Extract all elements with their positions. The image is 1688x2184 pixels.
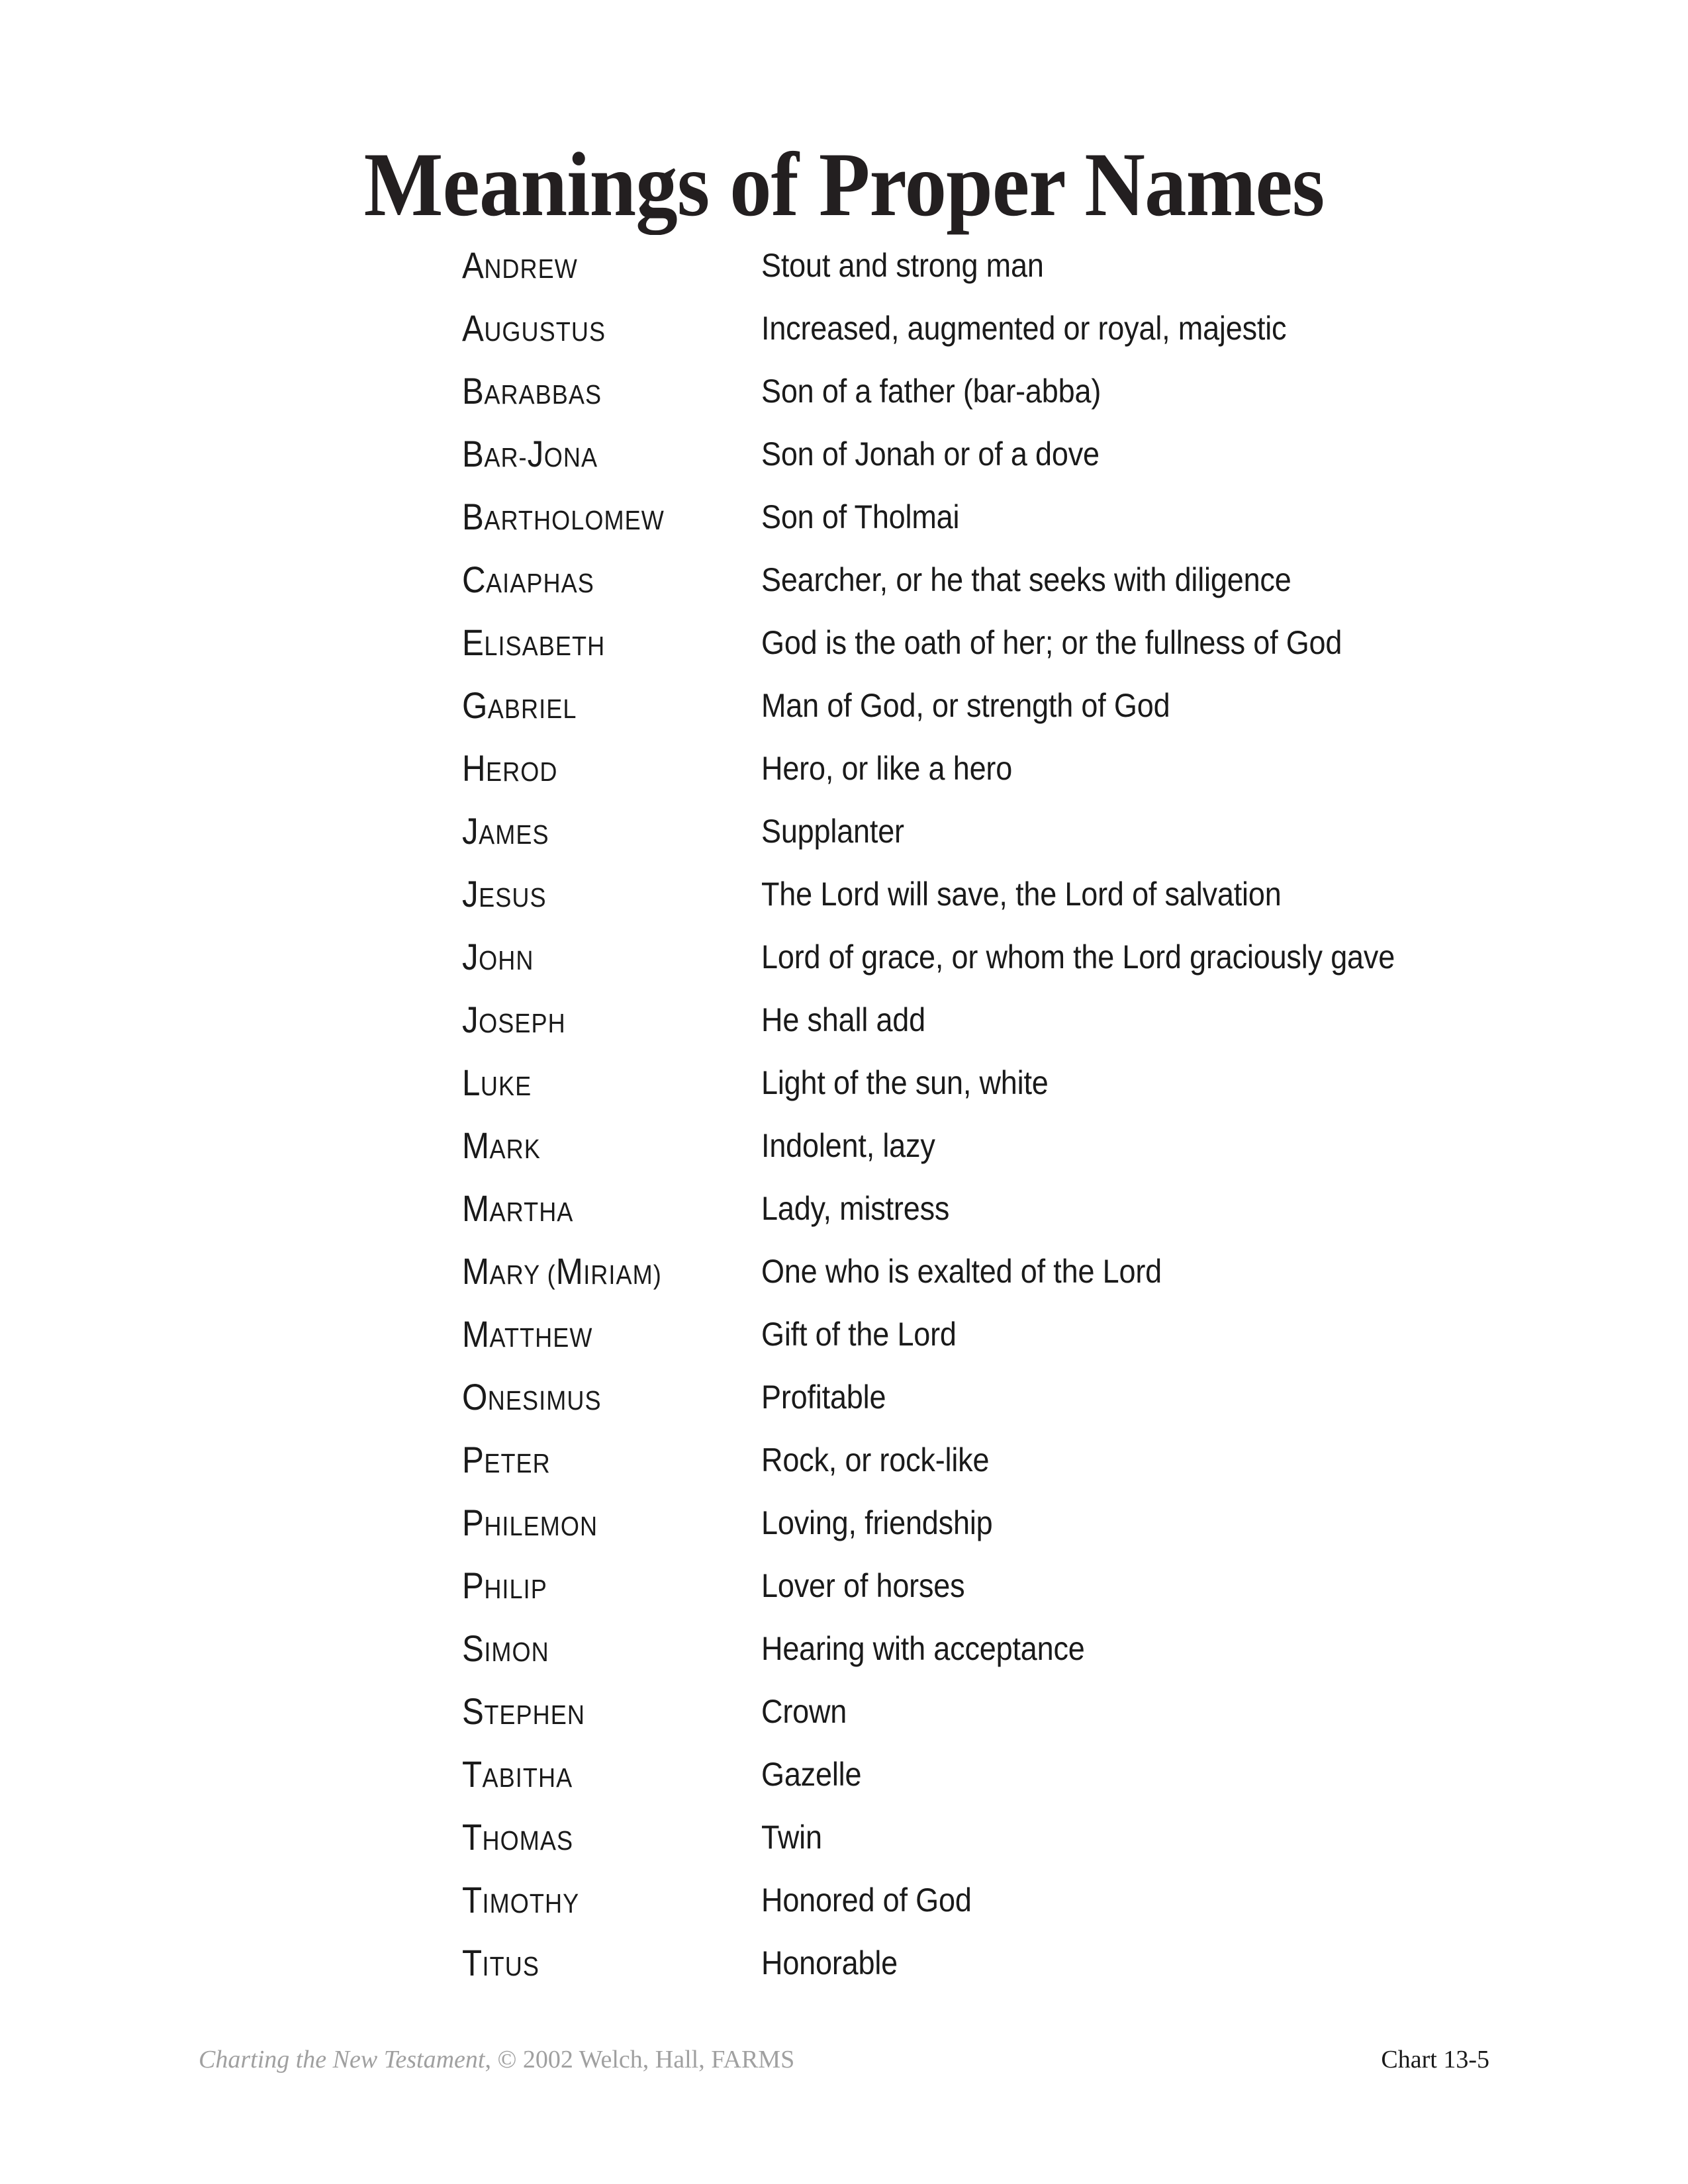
name-entry-row [462, 809, 1574, 872]
name-entry-row [462, 1312, 1574, 1375]
proper-name: GABRIEL [462, 684, 577, 726]
proper-name: JOSEPH [462, 999, 566, 1040]
proper-name: HEROD [462, 747, 558, 789]
proper-name: MARTHA [462, 1187, 574, 1229]
name-entry-row [462, 1375, 1574, 1438]
name-meaning: Rock, or rock-like [761, 1441, 990, 1479]
name-entry-row [462, 1061, 1574, 1124]
name-meaning: Supplanter [761, 813, 904, 850]
proper-name: MARY (MIRIAM) [462, 1250, 662, 1292]
name-entry-row [462, 1878, 1574, 1941]
proper-name: CAIAPHAS [462, 559, 594, 600]
proper-name: AUGUSTUS [462, 307, 606, 349]
proper-name: PHILEMON [462, 1502, 598, 1543]
name-meaning: The Lord will save, the Lord of salvation [761, 876, 1282, 913]
name-meaning: One who is exalted of the Lord [761, 1253, 1162, 1290]
proper-name: TIMOTHY [462, 1879, 580, 1921]
name-entry-row [462, 369, 1574, 432]
name-meaning: Increased, augmented or royal, majestic [761, 310, 1287, 347]
name-entry-row [462, 1501, 1574, 1564]
name-entry-row [462, 1438, 1574, 1501]
proper-name: MARK [462, 1124, 541, 1166]
proper-name: JESUS [462, 873, 547, 915]
name-meaning: He shall add [761, 1001, 926, 1038]
name-entry-row [462, 1124, 1574, 1187]
proper-name: TABITHA [462, 1753, 573, 1795]
name-meaning: Man of God, or strength of God [761, 687, 1170, 724]
proper-name: ONESIMUS [462, 1376, 602, 1418]
name-entry-row [462, 1564, 1574, 1627]
name-entry-row [462, 998, 1574, 1061]
name-entry-row [462, 1690, 1574, 1752]
proper-name: BARABBAS [462, 370, 602, 412]
name-entry-row [462, 684, 1574, 747]
footer-chart-number: Chart 13-5 [1381, 2046, 1489, 2073]
page-title: Meanings of Proper Names [363, 134, 1325, 236]
name-meaning: Honorable [761, 1944, 898, 1981]
name-entry-row [462, 872, 1574, 935]
proper-name: THOMAS [462, 1816, 574, 1858]
name-entry-row [462, 747, 1574, 809]
proper-name: BARTHOLOMEW [462, 496, 665, 537]
proper-name: STEPHEN [462, 1690, 586, 1732]
name-entry-row [462, 1941, 1574, 2004]
name-meaning: Son of Tholmai [761, 498, 960, 535]
name-meaning: Gift of the Lord [761, 1316, 957, 1353]
name-entry-row [462, 244, 1574, 306]
page-footer [199, 2045, 1489, 2091]
proper-name: SIMON [462, 1627, 549, 1669]
proper-name: TITUS [462, 1942, 539, 1983]
name-meaning: Searcher, or he that seeks with diligence [761, 561, 1291, 598]
name-meaning: Son of Jonah or of a dove [761, 435, 1100, 473]
name-meaning: Twin [761, 1819, 822, 1856]
name-meaning: Crown [761, 1693, 847, 1730]
name-meaning: Profitable [761, 1379, 886, 1416]
proper-names-list [462, 244, 1574, 2004]
name-meaning: God is the oath of her; or the fullness of God [761, 624, 1342, 661]
name-meaning: Indolent, lazy [761, 1127, 935, 1164]
name-entry-row [462, 1627, 1574, 1690]
name-entry-row [462, 306, 1574, 369]
name-meaning: Hero, or like a hero [761, 750, 1013, 787]
name-meaning: Light of the sun, white [761, 1064, 1049, 1101]
name-meaning: Hearing with acceptance [761, 1630, 1085, 1667]
proper-name: JAMES [462, 810, 549, 852]
name-entry-row [462, 1815, 1574, 1878]
proper-name: JOHN [462, 936, 534, 978]
name-meaning: Lover of horses [761, 1567, 965, 1604]
name-entry-row [462, 935, 1574, 998]
proper-name: PHILIP [462, 1565, 547, 1606]
footer-source-credit: , © 2002 Welch, Hall, FARMS [485, 2046, 795, 2073]
proper-name: ANDREW [462, 244, 578, 286]
proper-name: ELISABETH [462, 621, 606, 663]
name-entry-row [462, 1752, 1574, 1815]
name-meaning: Lord of grace, or whom the Lord graciously gave [761, 938, 1395, 976]
name-entry-row [462, 495, 1574, 558]
proper-name: BAR-JONA [462, 433, 598, 475]
name-entry-row [462, 432, 1574, 495]
name-meaning: Loving, friendship [761, 1504, 993, 1541]
proper-name: PETER [462, 1439, 551, 1480]
name-meaning: Son of a father (bar-abba) [761, 373, 1102, 410]
name-meaning: Gazelle [761, 1756, 862, 1793]
name-entry-row [462, 558, 1574, 621]
name-entry-row [462, 1250, 1574, 1312]
name-meaning: Stout and strong man [761, 247, 1044, 284]
footer-source-title: Charting the New Testament [199, 2046, 485, 2073]
footer-source [199, 2045, 794, 2074]
name-entry-row [462, 1187, 1574, 1250]
name-meaning: Honored of God [761, 1882, 972, 1919]
proper-name: MATTHEW [462, 1313, 593, 1355]
proper-name: LUKE [462, 1062, 532, 1103]
name-meaning: Lady, mistress [761, 1190, 950, 1227]
name-entry-row [462, 621, 1574, 684]
